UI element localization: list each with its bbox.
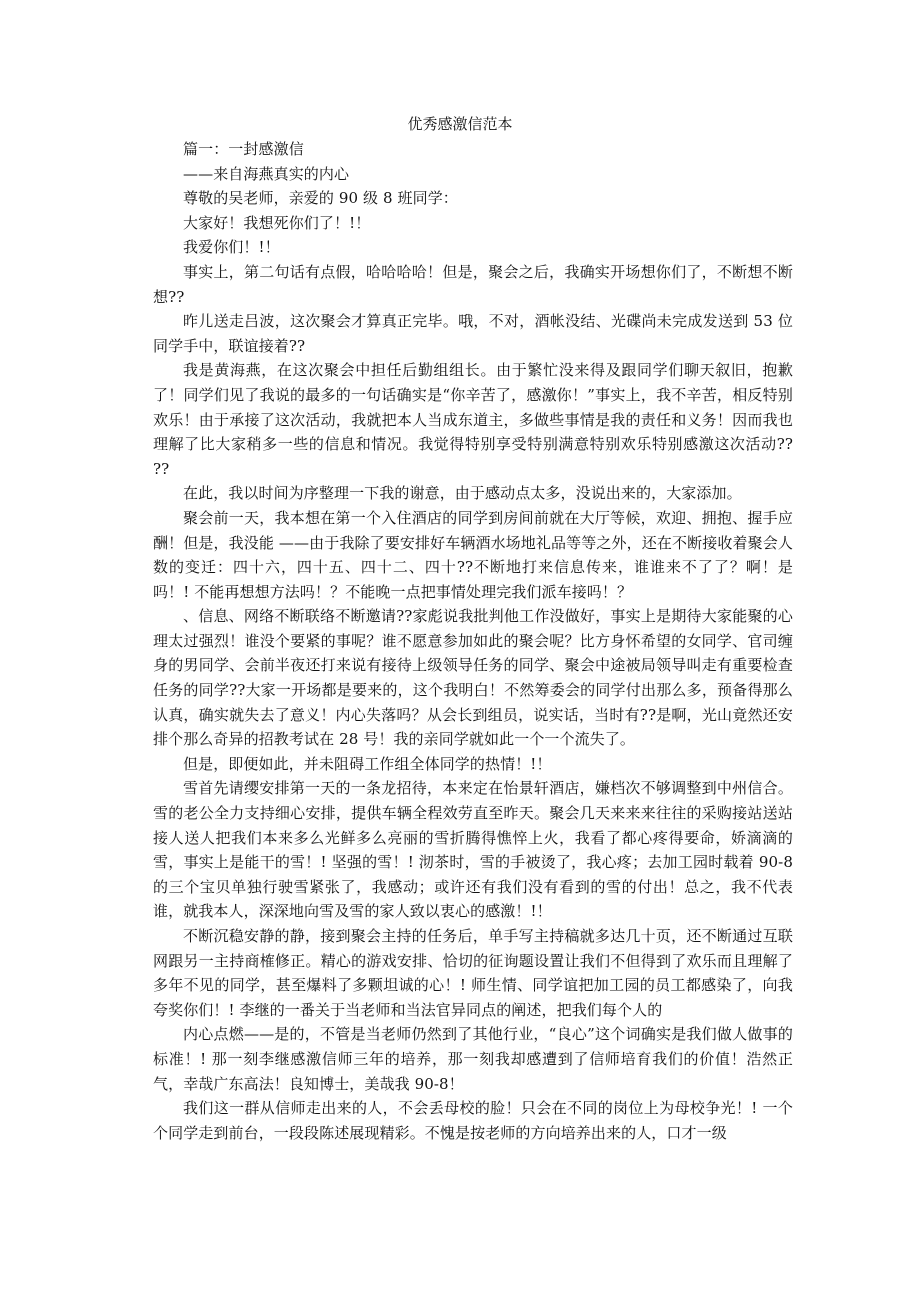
- document-body: [153, 137, 793, 1145]
- paragraph: 在此，我以时间为序整理一下我的谢意，由于感动点太多，没说出来的，大家添加。: [183, 484, 742, 503]
- paragraph: 内心点燃——是的，不管是当老师仍然到了其他行业，“良心”这个词确实是我们做人做事的标准！! 那一刻李继感激信师三年的培养，那一刻我却感遭到了信师培育我们的价值！浩然正气，幸哉广东高法！良知博士，美哉我 90-8！: [153, 1025, 793, 1093]
- paragraph: 我爱你们！!！: [183, 238, 280, 257]
- paragraph: 、信息、网络不断联络不断邀请??家彪说我批判他工作没做好，事实上是期待大家能聚的心理太过强烈！谁没个要紧的事呢？谁不愿意参加如此的聚会呢？比方身怀希望的女同学、官司缠身的男同学、会前半夜还打来说有接待上级领导任务的同学、聚会中途被局领导叫走有重要检查任务的同学??大家一开场都是要来的，这个我明白！不然筹委会的同学付出那么多，预备得那么认真，确实就失去了意义！内心失落吗？从会长到组员，说实话，当时有??是啊，光山竟然还安排个那么奇异的招教考试在 28 号！我的亲同学就如此一个一个流失了。: [153, 607, 793, 749]
- paragraph: 我们这一群从信师走出来的人，不会丢母校的脸！只会在不同的岗位上为母校争光！! 一个个同学走到前台，一段段陈述展现精彩。不愧是按老师的方向培养出来的人，口才一级: [153, 1099, 793, 1142]
- paragraph: 不断沉稳安静的静，接到聚会主持的任务后，单手写主持稿就多达几十页，还不断通过互联网跟另一主持商榷修正。精心的游戏安排、恰切的征询题设置让我们不但得到了欢乐而且理解了多年不见的同学，甚至爆料了多颗坦诚的心！! 师生情、同学谊把加工园的员工都感染了，向我夸奖你们！! 李继的一番关于当老师和当法官异同点的阐述，把我们每个人的: [153, 927, 793, 1019]
- paragraph: 大家好！我想死你们了！!！: [183, 213, 371, 232]
- paragraph: 但是，即便如此，并未阻碍工作组全体同学的热情！!！: [183, 754, 552, 773]
- paragraph: 聚会前一天，我本想在第一个入住酒店的同学到房间前就在大厅等候，欢迎、拥抱、握手应酬！但是，我没能 ——由于我除了要安排好车辆酒水场地礼品等等之外，还在不断接收着聚会人数的变迁：四十六，四十五、四十二、四十??不断地打来信息传来，谁谁来不了了？啊！是吗！! 不能再想想方法吗！？不能晚一点把事情处理完我们派车接吗！？: [153, 508, 793, 601]
- paragraph-salutation: 尊敬的吴老师，亲爱的 90 级 8 班同学：: [183, 189, 458, 208]
- paragraph-subheading: ——来自海燕真实的内心: [183, 164, 350, 183]
- document-title: 优秀感激信范本: [407, 115, 513, 133]
- paragraph: 我是黄海燕，在这次聚会中担任后勤组组长。由于繁忙没来得及跟同学们聊天叙旧，抱歉了！同学们见了我说的最多的一句话确实是“你辛苦了，感激你！”事实上，我不辛苦，相反特别欢乐！由于承接了这次活动，我就把本人当成东道主，多做些事情是我的责任和义务！因而我也理解了比大家稍多一些的信息和情况。我觉得特别享受特别满意特别欢乐特别感激这次活动?? ??: [153, 361, 793, 478]
- paragraph-section-heading: 篇一：一封感激信: [183, 140, 304, 158]
- paragraph: 昨儿送走吕波，这次聚会才算真正完毕。哦，不对，酒帐没结、光碟尚未完成发送到 53 位同学手中，联谊接着??: [153, 312, 793, 355]
- paragraph: 事实上，第二句话有点假，哈哈哈哈！但是，聚会之后，我确实开场想你们了，不断想不断想??: [153, 262, 793, 306]
- paragraph: 雪首先请缨安排第一天的一条龙招待，本来定在怡景轩酒店，嫌档次不够调整到中州信合。雪的老公全力支持细心安排，提供车辆全程效劳直至昨天。聚会几天来来来往往的采购接站送站接人送人把我们本来多么光鲜多么亮丽的雪折腾得憔悴上火，我看了都心疼得要命，娇滴滴的雪，事实上是能干的雪！! 坚强的雪！! 沏茶时，雪的手被烫了，我心疼；去加工园时载着 90-8 的三个宝贝单独行驶雪紧张了，我感动；或许还有我们没有看到的雪的付出！总之，我不代表谁，就我本人，深深地向雪及雪的家人致以衷心的感激！!！: [153, 779, 793, 921]
